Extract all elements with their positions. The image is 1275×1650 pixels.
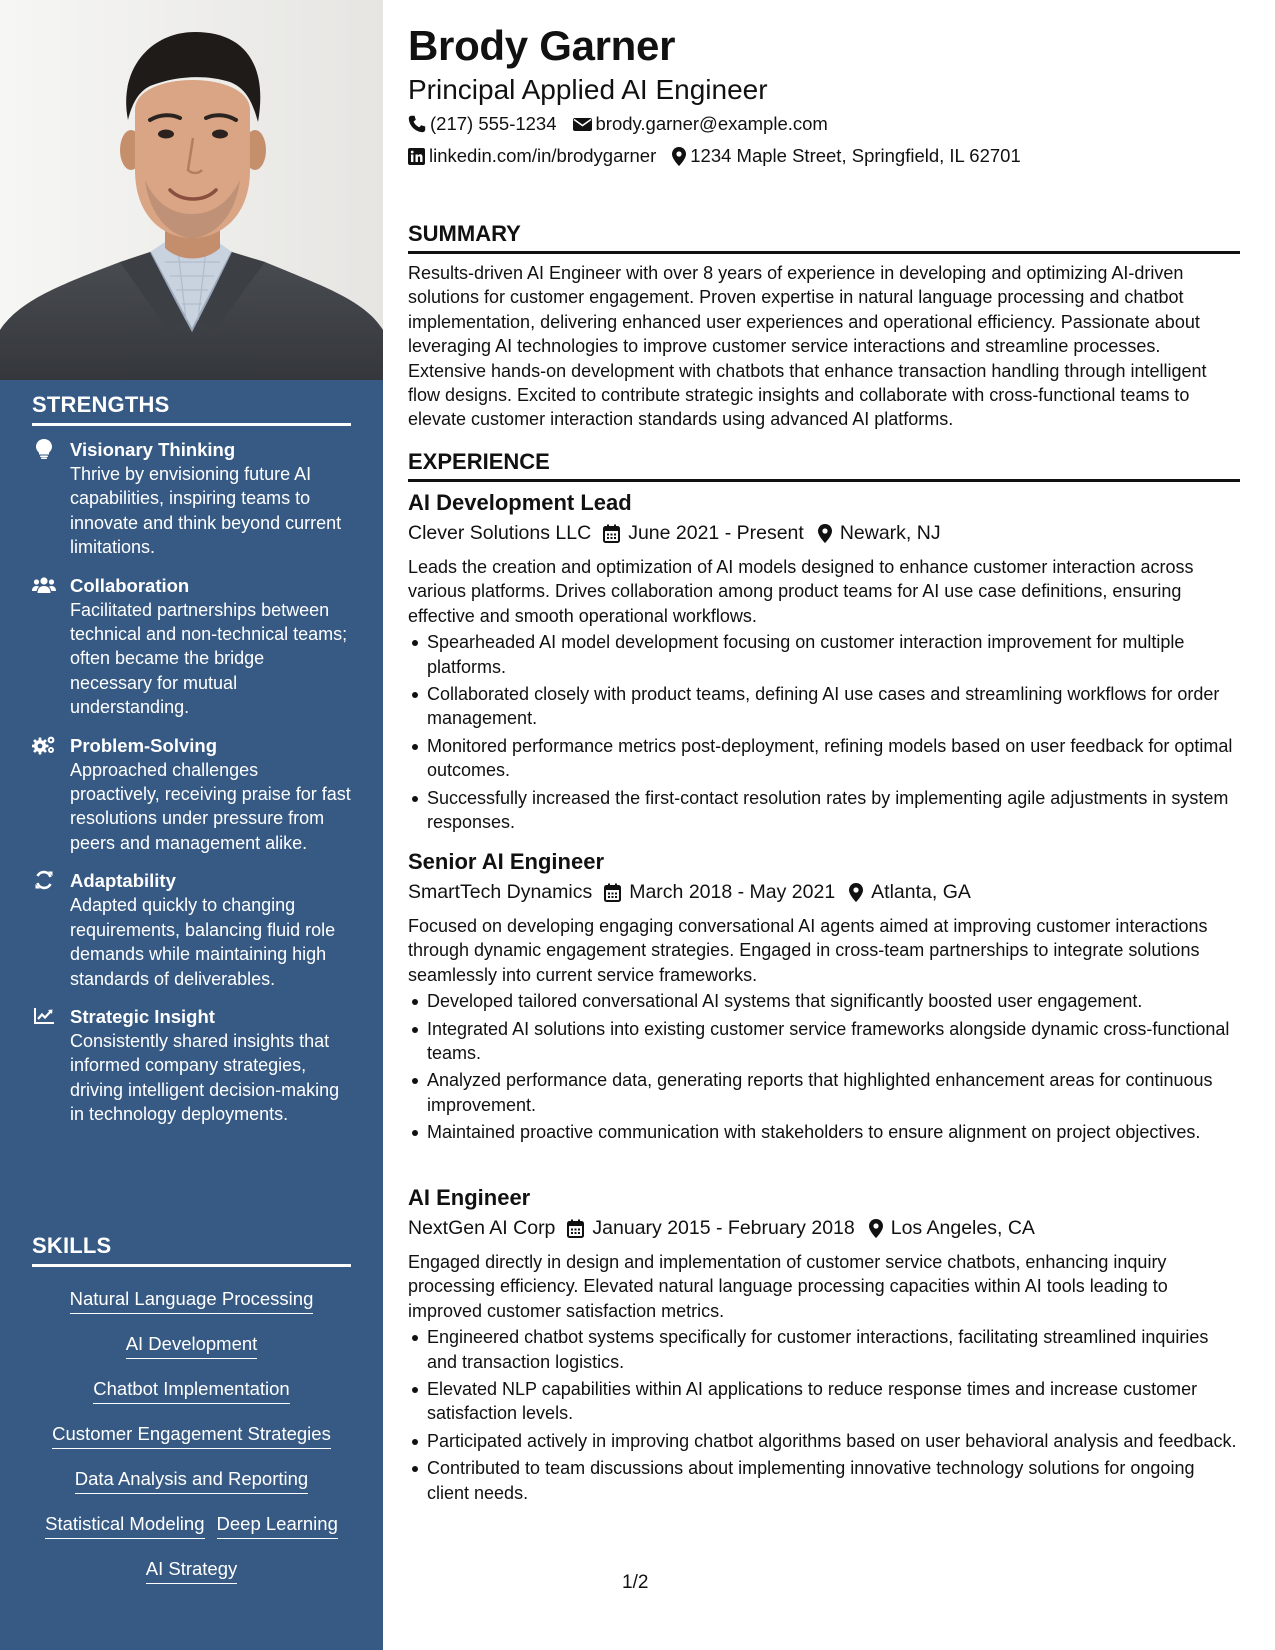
email-contact[interactable]: [573, 113, 828, 135]
strength-description: Thrive by envisioning future AI capabilities, inspiring teams to innovate and think beyond current limitations.: [70, 464, 342, 558]
address-contact: [672, 145, 1020, 167]
strengths-section: [32, 392, 351, 1141]
strengths-heading: STRENGTHS: [32, 392, 351, 426]
strength-description: Consistently shared insights that informed company strategies, driving intelligent decision-making in technology deployments.: [70, 1030, 340, 1125]
job-company: Clever Solutions LLC: [408, 522, 592, 544]
job-meta: [408, 1214, 1240, 1242]
candidate-title: Principal Applied AI Engineer: [408, 74, 768, 105]
job-entry: [408, 1184, 1240, 1508]
skill-tag: Chatbot Implementation: [93, 1377, 289, 1404]
map-pin-icon: [818, 524, 832, 543]
job-dates: January 2015 - February 2018: [592, 1217, 855, 1239]
job-dates: June 2021 - Present: [628, 522, 804, 544]
skill-tag: Deep Learning: [217, 1512, 338, 1539]
job-bullet: Engineered chatbot systems specifically for customer interactions, facilitating streamlined inquiries and transaction logistics.: [408, 1325, 1240, 1374]
job-location: Atlanta, GA: [871, 881, 971, 903]
job-location: Newark, NJ: [839, 522, 941, 544]
skills-list: [32, 1287, 351, 1602]
strength-title: Strategic Insight: [70, 1005, 215, 1027]
strength-title: Visionary Thinking: [70, 439, 236, 460]
job-bullets: [408, 630, 1240, 834]
job-entry: [408, 848, 1240, 1148]
job-bullets: [408, 989, 1240, 1144]
job-bullet: Integrated AI solutions into existing customer service frameworks alongside dynamic cross-functional teams.: [408, 1017, 1240, 1066]
job-company: SmartTech Dynamics: [408, 881, 593, 903]
job-role: Senior AI Engineer: [408, 849, 605, 874]
phone-icon: [408, 115, 426, 133]
lightbulb-icon: [32, 438, 56, 460]
calendar-icon: [603, 524, 620, 543]
job-description: Focused on developing engaging conversational AI agents aimed at improving customer interactions through dynamic engagement strategies. Engaged in cross-team partnerships to integrate solutions seamlessly into current service frameworks.: [408, 916, 1208, 985]
strength-item: [32, 734, 351, 856]
strength-item: [32, 438, 351, 560]
phone-text: (217) 555-1234: [430, 113, 557, 134]
strength-item: [32, 1005, 351, 1127]
skill-tag: Natural Language Processing: [70, 1287, 314, 1314]
contact-row: [408, 113, 844, 135]
strength-description: Approached challenges proactively, receiving praise for fast resolutions under pressure from peers and management alike.: [70, 759, 351, 853]
skills-heading: SKILLS: [32, 1233, 351, 1267]
skills-section: [32, 1233, 351, 1602]
strength-title: Adaptability: [70, 870, 176, 892]
job-bullet: Maintained proactive communication with stakeholders to ensure alignment on project objectives.: [408, 1120, 1240, 1144]
map-pin-icon: [849, 883, 863, 902]
job-role: AI Engineer: [408, 1185, 531, 1210]
phone-contact[interactable]: [408, 113, 557, 135]
gears-icon: [32, 734, 56, 756]
job-company: NextGen AI Corp: [408, 1217, 556, 1239]
candidate-name: Brody Garner: [408, 22, 676, 69]
job-bullet: Successfully increased the first-contact resolution rates by implementing agile adjustments in system responses.: [408, 786, 1240, 835]
calendar-icon: [604, 883, 621, 902]
envelope-icon: [573, 117, 592, 132]
job-bullet: Spearheaded AI model development focusing on customer interaction improvement for multiple platforms.: [408, 630, 1240, 679]
job-bullets: [408, 1325, 1240, 1505]
job-bullet: Analyzed performance data, generating reports that highlighted enhancement areas for continuous improvement.: [408, 1068, 1240, 1117]
line-chart-icon: [32, 1005, 56, 1027]
strength-item: [32, 574, 351, 720]
job-dates: March 2018 - May 2021: [629, 881, 836, 903]
job-description: Leads the creation and optimization of AI models designed to enhance customer interaction across various platforms. Drives collaboration among product teams for AI use case definitions, ensuring effective and smooth operational workflows.: [408, 557, 1194, 626]
job-meta: [408, 519, 1240, 547]
job-meta: [408, 878, 1240, 906]
email-text: brody.garner@example.com: [595, 113, 828, 134]
profile-photo: [0, 0, 383, 380]
refresh-icon: [32, 869, 56, 891]
job-bullet: Contributed to team discussions about implementing innovative technology solutions for ongoing client needs.: [408, 1456, 1240, 1505]
skill-tag: AI Development: [126, 1332, 258, 1359]
experience-heading: EXPERIENCE: [408, 449, 1240, 482]
linkedin-contact[interactable]: [408, 145, 656, 167]
strength-item: [32, 869, 351, 991]
strength-description: Facilitated partnerships between technical and non-technical teams; often became the bridge necessary for mutual understanding.: [70, 599, 348, 718]
strength-description: Adapted quickly to changing requirements, balancing fluid role demands while maintaining high standards of deliverables.: [70, 895, 336, 989]
strength-title: Collaboration: [70, 574, 190, 596]
profile-photo-illustration: [0, 0, 383, 380]
job-entry: [408, 489, 1240, 837]
job-description: Engaged directly in design and implementation of customer service chatbots, enhancing inquiry processing efficiency. Elevated natural language processing capacities within AI tools leading to improved customer satisfaction metrics.: [408, 1252, 1168, 1321]
skill-tag: Customer Engagement Strategies: [52, 1422, 331, 1449]
skill-tag: AI Strategy: [146, 1557, 238, 1584]
job-bullet: Participated actively in improving chatbot algorithms based on user behavioral analysis and feedback.: [408, 1429, 1240, 1453]
job-bullet: Developed tailored conversational AI systems that significantly boosted user engagement.: [408, 989, 1240, 1013]
linkedin-icon: [408, 148, 425, 165]
skill-tag: Data Analysis and Reporting: [75, 1467, 308, 1494]
summary-text: Results-driven AI Engineer with over 8 years of experience in developing and optimizing AI-driven solutions for customer engagement. Proven expertise in natural language processing and chatbot implementation, delivering enhanced user experiences and operational efficiency. Passionate about leveraging AI technologies to improve customer service interactions and streamline processes. Extensive hands-on development with chatbots that enhance transaction handling through intelligent flow designs. Excited to contribute strategic insights and collaborate with cross-functional teams to elevate customer interaction standards using advanced AI platforms.: [408, 263, 1207, 430]
map-pin-icon: [869, 1219, 883, 1238]
job-bullet: Monitored performance metrics post-deployment, refining models based on user feedback for optimal outcomes.: [408, 734, 1240, 783]
skill-tag: Statistical Modeling: [45, 1512, 204, 1539]
linkedin-text: linkedin.com/in/brodygarner: [429, 145, 657, 166]
page-number: 1/2: [622, 1572, 649, 1593]
sidebar: [0, 0, 383, 1650]
job-role: AI Development Lead: [408, 490, 632, 515]
calendar-icon: [567, 1219, 584, 1238]
job-location: Los Angeles, CA: [890, 1217, 1035, 1239]
job-bullet: Elevated NLP capabilities within AI applications to reduce response times and increase customer satisfaction levels.: [408, 1377, 1240, 1426]
summary-heading: SUMMARY: [408, 221, 1240, 254]
map-pin-icon: [672, 147, 686, 166]
users-icon: [32, 574, 56, 596]
contact-row: [408, 145, 1037, 167]
job-bullet: Collaborated closely with product teams, defining AI use cases and streamlining workflows for order management.: [408, 682, 1240, 731]
address-text: 1234 Maple Street, Springfield, IL 62701: [690, 145, 1021, 166]
strength-title: Problem-Solving: [70, 734, 217, 756]
